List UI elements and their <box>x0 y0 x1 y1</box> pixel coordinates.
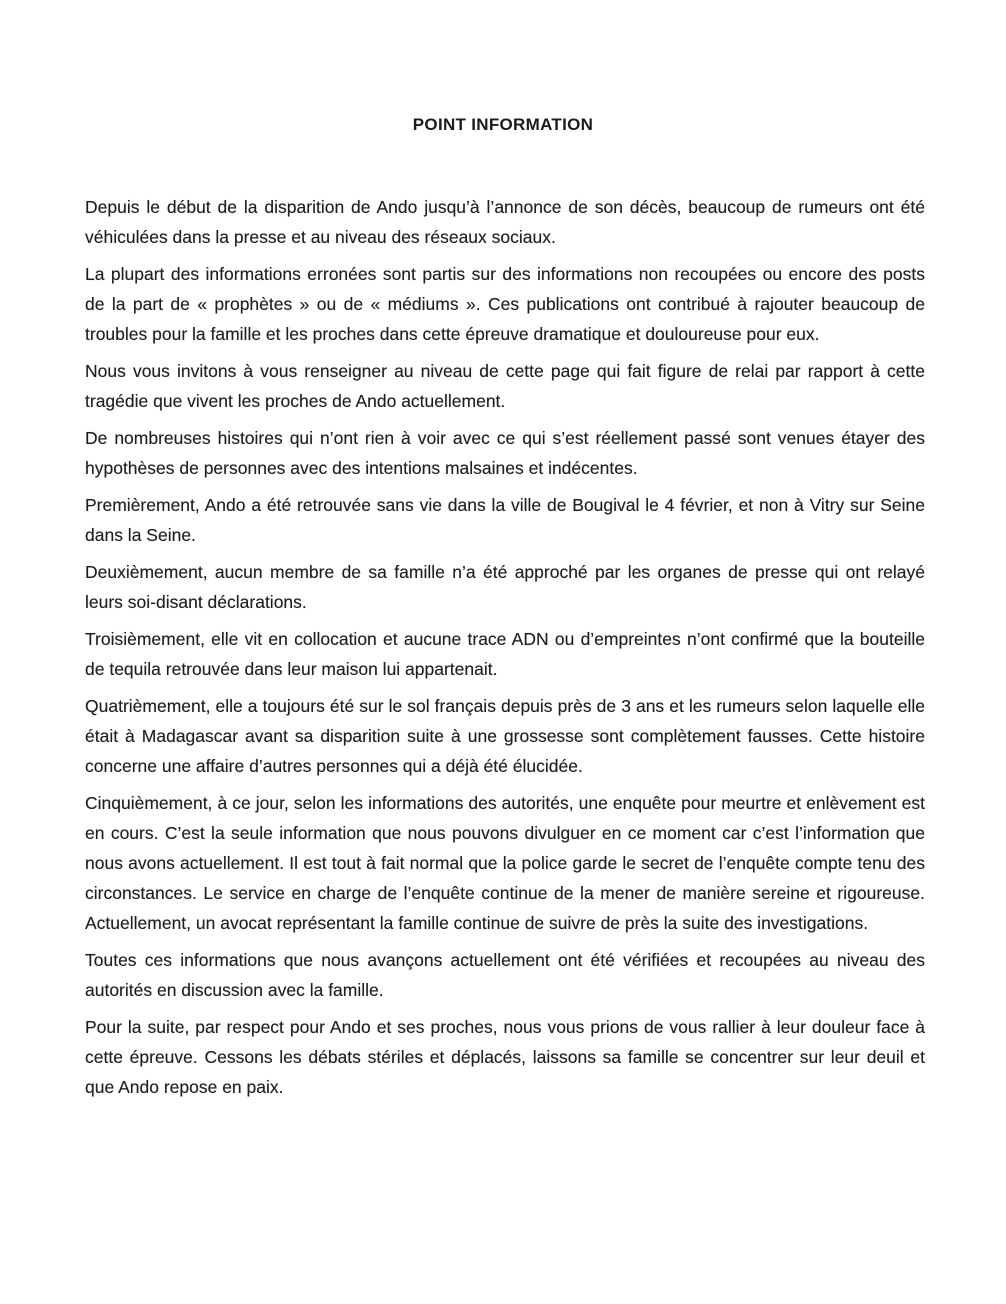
document-title: POINT INFORMATION <box>412 115 594 134</box>
paragraph: Deuxièmement, aucun membre de sa famille n’a été approché par les organes de presse qui ont relayé leurs soi-disant déclarations. <box>85 562 925 612</box>
paragraph: Nous vous invitons à vous renseigner au niveau de cette page qui fait figure de relai par rapport à cette tragédie que vivent les proches de Ando actuellement. <box>85 361 925 411</box>
paragraph: De nombreuses histoires qui n’ont rien à voir avec ce qui s’est réellement passé sont venues étayer des hypothèses de personnes avec des intentions malsaines et indécentes. <box>85 428 925 478</box>
paragraph: Pour la suite, par respect pour Ando et ses proches, nous vous prions de vous rallier à leur douleur face à cette épreuve. Cessons les débats stériles et déplacés, laissons sa famille se concentrer sur leur deuil et que Ando repose en paix. <box>85 1017 925 1097</box>
document-body <box>85 192 925 1102</box>
paragraph: Quatrièmement, elle a toujours été sur le sol français depuis près de 3 ans et les rumeurs selon laquelle elle était à Madagascar avant sa disparition suite à une grossesse sont complètement fausses. Cette histoire concerne une affaire d’autres personnes qui a déjà été élucidée. <box>85 696 925 776</box>
paragraph: Premièrement, Ando a été retrouvée sans vie dans la ville de Bougival le 4 février, et non à Vitry sur Seine dans la Seine. <box>85 495 925 545</box>
paragraph: Cinquièmement, à ce jour, selon les informations des autorités, une enquête pour meurtre et enlèvement est en cours. C’est la seule information que nous pouvons divulguer en ce moment car c’est l’information que nous avons actuellement. Il est tout à fait normal que la police garde le secret de l’enquête compte tenu des circonstances. Le service en charge de l’enquête continue de la mener de manière sereine et rigoureuse. Actuellement, un avocat représentant la famille continue de suivre de près la suite des investigations. <box>85 793 925 933</box>
paragraph: Toutes ces informations que nous avançons actuellement ont été vérifiées et recoupées au niveau des autorités en discussion avec la famille. <box>85 950 925 1000</box>
paragraph: Depuis le début de la disparition de Ando jusqu’à l’annonce de son décès, beaucoup de rumeurs ont été véhiculées dans la presse et au niveau des réseaux sociaux. <box>85 197 925 247</box>
paragraph: Troisièmement, elle vit en collocation et aucune trace ADN ou d’empreintes n’ont confirmé que la bouteille de tequila retrouvée dans leur maison lui appartenait. <box>85 629 925 679</box>
paragraph: La plupart des informations erronées sont partis sur des informations non recoupées ou encore des posts de la part de « prophètes » ou de « médiums ». Ces publications ont contribué à rajouter beaucoup de troubles pour la famille et les proches dans cette épreuve dramatique et douloureuse pour eux. <box>85 264 925 344</box>
